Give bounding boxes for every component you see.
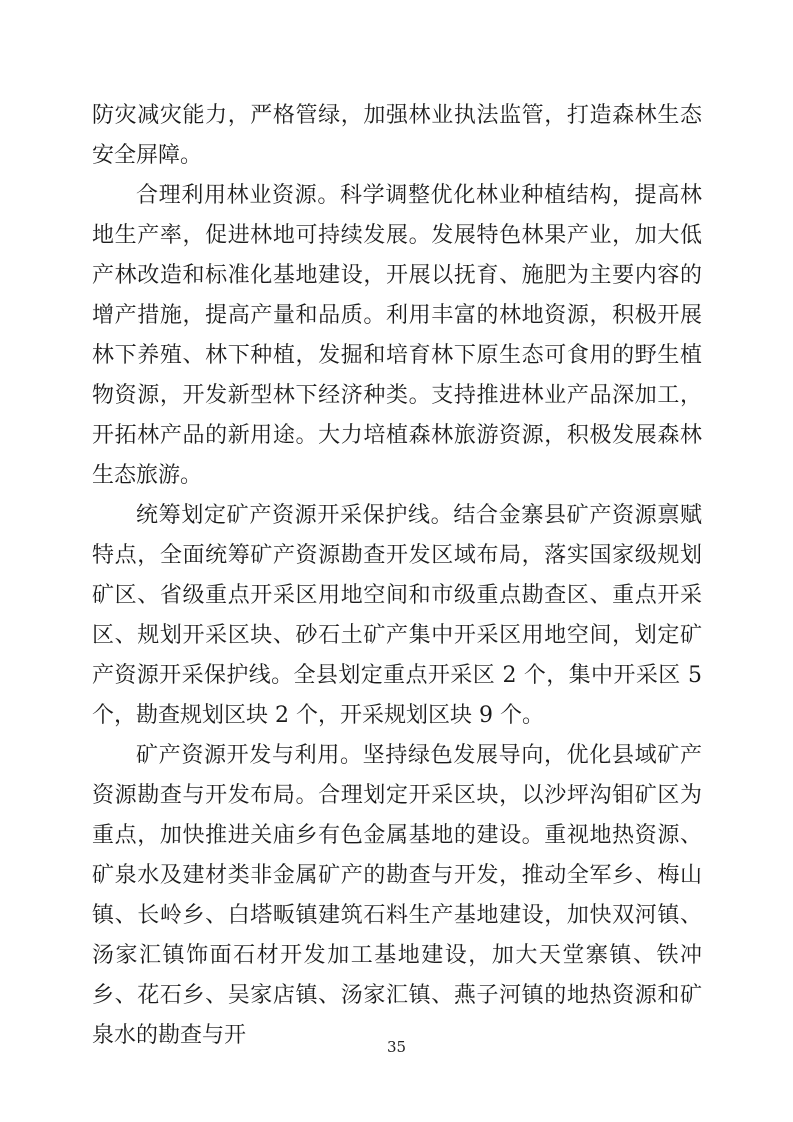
paragraph-body: 科学调整优化林业种植结构，提高林地生产率，促进林地可持续发展。发展特色林果产业，加大低产林改造和标准化基地建设，开展以抚育、施肥为主要内容的增产措施，提高产量和品质。利用丰富的林地资源，积极开展林下养殖、林下种植，发掘和培育林下原生态可食用的野生植物资源，开发新型林下经济种类。支持推进林业产品深加工，开拓林产品的新用途。大力培植森林旅游资源，积极发展森林生态旅游。 [92,183,702,488]
paragraph-body: 坚持绿色发展导向，优化县域矿产资源勘查与开发布局。合理划定开采区块，以沙坪沟钼矿区为重点，加快推进关庙乡有色金属基地的建设。重视地热资源、矿泉水及建材类非金属矿产的勘查与开发，推动全军乡、梅山镇、长岭乡、白塔畈镇建筑石料生产基地建设，加快双河镇、汤家汇镇饰面石材开发加工基地建设，加大天堂寨镇、铁冲乡、花石乡、吴家店镇、汤家汇镇、燕子河镇的地热资源和矿泉水的勘查与开 [92,743,702,1048]
paragraph-lead: 合理利用林业资源。 [136,183,340,208]
page-number: 35 [386,1038,407,1056]
paragraph-forestry-use [92,176,702,496]
paragraph-lead: 统筹划定矿产资源开采保护线。 [136,503,454,528]
paragraph-body: 防灾减灾能力，严格管绿，加强林业执法监管，打造森林生态安全屏障。 [92,103,702,168]
paragraph-continuation [92,96,702,176]
text-block [92,96,702,1056]
paragraph-lead: 矿产资源开发与利用。 [136,743,363,768]
paragraph-mineral-protection-line [92,496,702,736]
paragraph-mineral-development [92,736,702,1056]
paragraph-body: 结合金寨县矿产资源禀赋特点，全面统筹矿产资源勘查开发区域布局，落实国家级规划矿区、省级重点开采区用地空间和市级重点勘查区、重点开采区、规划开采区块、砂石土矿产集中开采区用地空间，划定矿产资源开采保护线。全县划定重点开采区 2 个，集中开采区 5 个，勘查规划区块 2 个，开采规划区块 9 个。 [92,503,702,728]
